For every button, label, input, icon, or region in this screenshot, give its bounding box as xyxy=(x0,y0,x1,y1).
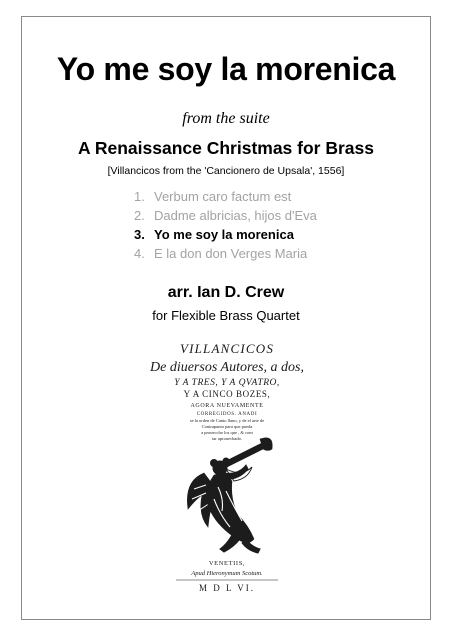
instrumentation: for Flexible Brass Quartet xyxy=(152,308,300,323)
frontispiece-printer: Apud Hieronymum Scotum. xyxy=(191,570,263,577)
arranger: arr. Ian D. Crew xyxy=(167,284,285,301)
score-cover-page xyxy=(21,16,431,620)
movement-item xyxy=(134,187,317,206)
angel-trumpet-woodcut xyxy=(187,438,272,553)
movement-number: 1. xyxy=(134,189,145,204)
movement-title: Dadme albricias, hijos d'Eva xyxy=(154,208,317,223)
frontispiece-line: tar aprouechado. xyxy=(212,436,242,441)
frontispiece-line: VILLANCICOS xyxy=(179,341,275,356)
frontispiece-line: a proueccho los que , & com xyxy=(201,430,253,435)
movement-number: 3. xyxy=(134,227,145,242)
movement-item xyxy=(134,244,317,263)
suite-title: A Renaissance Christmas for Brass xyxy=(77,138,374,158)
movement-item xyxy=(134,206,317,225)
frontispiece-year: M D L VI. xyxy=(199,583,255,593)
frontispiece-place: VENETIIS, xyxy=(208,560,246,567)
movement-list xyxy=(134,187,317,263)
movement-number: 2. xyxy=(134,208,145,223)
movement-item-current xyxy=(134,225,317,244)
piece-title: Yo me soy la morenica xyxy=(56,51,396,87)
suite-intro: from the suite xyxy=(182,110,270,127)
frontispiece-line: CORREGIDOS. ANADI xyxy=(196,412,258,417)
suite-subtitle: [Villancicos from the 'Cancionero de Upsala', 1556] xyxy=(107,165,345,177)
frontispiece-line: se la orden de Canto llano, y de el arte de xyxy=(189,418,265,423)
frontispiece-line: Contrapunto para que pueda xyxy=(201,424,253,429)
historic-title-page-image xyxy=(134,339,320,595)
movement-title: Verbum caro factum est xyxy=(154,189,292,204)
movement-title: Yo me soy la morenica xyxy=(154,227,294,242)
movement-number: 4. xyxy=(134,246,145,261)
frontispiece-line: De diuersos Autores, a dos, xyxy=(150,360,304,375)
frontispiece-line: AGORA NUEVAMENTE xyxy=(190,403,264,409)
movement-title: E la don don Verges Maria xyxy=(154,246,308,261)
frontispiece-line: Y A TRES, Y A QVATRO, xyxy=(174,378,280,388)
frontispiece-line: Y A CINCO BOZES, xyxy=(183,389,271,399)
